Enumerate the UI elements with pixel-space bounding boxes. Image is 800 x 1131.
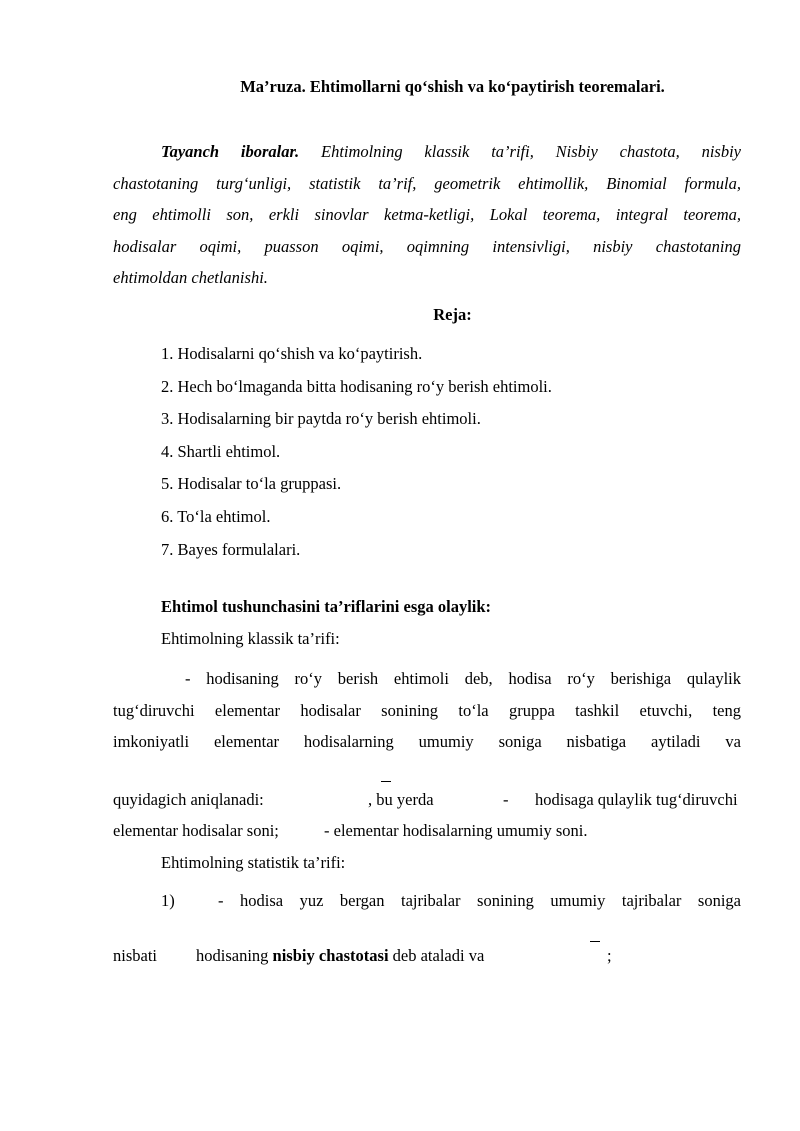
stat-text: hodisaning [196, 946, 269, 965]
classic-line: - hodisaning ro‘y berish ehtimoli deb, hodisa ro‘y berishiga qulaylik [185, 669, 741, 688]
plan-item: 1. Hodisalarni qo‘shish va ko‘paytirish. [161, 344, 423, 363]
page-title: Ma’ruza. Ehtimollarni qo‘shish va ko‘paytirish teoremalari. [240, 77, 665, 96]
classic-paragraph [113, 663, 741, 758]
stat-text: - hodisa yuz bergan tajribalar sonining umumiy tajribalar soniga [218, 891, 741, 910]
stat-text: nisbati [113, 946, 157, 965]
stat-text [196, 946, 484, 966]
formula-text: hodisaga qulaylik tug‘diruvchi [535, 790, 738, 809]
plan-item: 7. Bayes formulalari. [161, 539, 301, 559]
plan-item: 5. Hodisalar to‘la gruppasi. [161, 474, 342, 494]
formula-bar [381, 781, 391, 782]
plan-heading: Reja: [433, 305, 472, 324]
formula-bar [590, 941, 600, 942]
plan-item: 4. Shartli ehtimol. [161, 441, 281, 461]
keywords-line: chastotaning turg‘unligi, statistik ta’rif, geometrik ehtimollik, Binomial formula, [113, 173, 741, 193]
stat-text: ; [607, 946, 612, 965]
keywords-line: Ehtimolning klassik ta’rifi, Nisbiy chastota, nisbiy [321, 142, 741, 161]
classic-end-text: - elementar hodisalarning umumiy soni. [324, 821, 588, 840]
keywords-line: hodisalar oqimi, puasson oqimi, oqimning intensivligi, nisbiy chastotaning [113, 236, 741, 256]
classic-line: imkoniyatli elementar hodisalarning umumiy soniga nisbatiga aytiladi va [113, 732, 741, 751]
stat-text: deb ataladi va [392, 946, 485, 965]
formula-text: - [503, 790, 509, 809]
keywords-line: eng ehtimolli son, erkli sinovlar ketma-ketligi, Lokal teorema, integral teorema, [113, 205, 741, 224]
classic-label: Ehtimolning klassik ta’rifi: [161, 629, 340, 648]
plan-item: 2. Hech bo‘lmaganda bitta hodisaning ro‘y berish ehtimoli. [161, 376, 552, 396]
classic-end-text: elementar hodisalar soni; [113, 821, 279, 840]
section-heading: Ehtimol tushunchasini ta’riflarini esga olaylik: [161, 597, 492, 616]
statistic-label: Ehtimolning statistik ta’rifi: [161, 853, 346, 872]
keywords-line: ehtimoldan chetlanishi. [113, 268, 268, 287]
relative-frequency-term: nisbiy chastotasi [272, 946, 389, 965]
plan-list [161, 338, 552, 566]
stat-num: 1) [161, 891, 175, 910]
keywords-paragraph [113, 136, 741, 294]
formula-text: quyidagich aniqlanadi: [113, 790, 264, 809]
formula-text: , bu yerda [368, 790, 434, 809]
plan-item: 3. Hodisalarning bir paytda ro‘y berish ehtimoli. [161, 409, 481, 429]
classic-line: tug‘diruvchi elementar hodisalar sonining to‘la gruppa tashkil etuvchi, teng [113, 700, 741, 720]
plan-item: 6. To‘la ehtimol. [161, 506, 271, 526]
keywords-label: Tayanch iboralar. [161, 142, 300, 161]
